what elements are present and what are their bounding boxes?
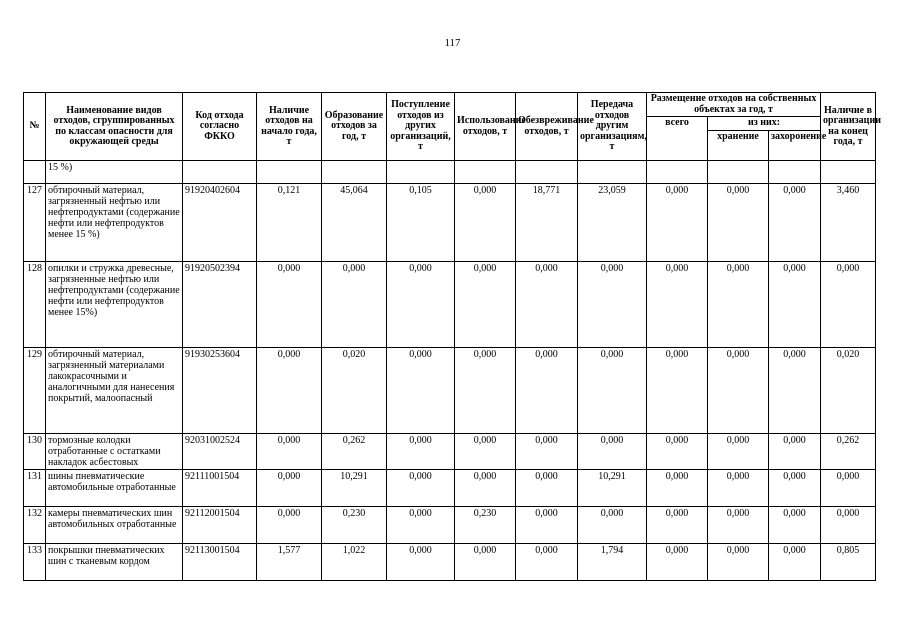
header-placement: Размещение отходов на собственных объектах за год, т <box>647 93 821 117</box>
row-end: 0,000 <box>821 262 876 348</box>
row-transferred: 1,794 <box>578 544 647 581</box>
row-transferred: 0,000 <box>578 434 647 470</box>
row-neutralized: 0,000 <box>516 470 578 507</box>
row-neutralized: 0,000 <box>516 507 578 544</box>
row-burial: 0,000 <box>769 470 821 507</box>
row-code: 91920402604 <box>183 184 257 262</box>
row-end: 0,000 <box>821 507 876 544</box>
row-received: 0,000 <box>387 348 455 434</box>
header-of-them: из них: <box>708 117 821 131</box>
row-start: 0,000 <box>257 434 322 470</box>
row-neutralized: 18,771 <box>516 184 578 262</box>
row-code: 92112001504 <box>183 507 257 544</box>
continuation-row <box>24 161 876 184</box>
row-end: 0,000 <box>821 470 876 507</box>
row-storage: 0,000 <box>708 434 769 470</box>
row-received: 0,000 <box>387 544 455 581</box>
row-start: 0,000 <box>257 348 322 434</box>
row-transferred: 0,000 <box>578 507 647 544</box>
row-total: 0,000 <box>647 434 708 470</box>
row-end: 0,805 <box>821 544 876 581</box>
row-code: 92031002524 <box>183 434 257 470</box>
row-burial: 0,000 <box>769 348 821 434</box>
row-used: 0,000 <box>455 544 516 581</box>
row-storage: 0,000 <box>708 262 769 348</box>
row-name: обтирочный материал, загрязненный материалами лакокрасочными и аналогичными для нанесения покрытий, малоопасный <box>46 348 183 434</box>
row-num: 128 <box>24 262 46 348</box>
header-start: Наличие отходов на начало года, т <box>257 93 322 161</box>
row-neutralized: 0,000 <box>516 262 578 348</box>
header-end: Наличие в организации на конец года, т <box>821 93 876 161</box>
row-received: 0,000 <box>387 262 455 348</box>
row-transferred: 10,291 <box>578 470 647 507</box>
page-number: 117 <box>444 37 461 49</box>
row-neutralized: 0,000 <box>516 348 578 434</box>
row-end: 0,262 <box>821 434 876 470</box>
row-formed: 0,230 <box>322 507 387 544</box>
row-num: 132 <box>24 507 46 544</box>
row-formed: 0,262 <box>322 434 387 470</box>
row-name: покрышки пневматических шин с тканевым кордом <box>46 544 183 581</box>
row-formed: 0,020 <box>322 348 387 434</box>
row-start: 0,000 <box>257 507 322 544</box>
row-storage: 0,000 <box>708 184 769 262</box>
table-row <box>24 470 876 507</box>
row-num: 133 <box>24 544 46 581</box>
row-used: 0,000 <box>455 434 516 470</box>
header-transferred: Передача отходов другим организациям, т <box>578 93 647 161</box>
row-num: 127 <box>24 184 46 262</box>
row-start: 1,577 <box>257 544 322 581</box>
row-total: 0,000 <box>647 470 708 507</box>
row-used: 0,000 <box>455 348 516 434</box>
row-received: 0,105 <box>387 184 455 262</box>
row-name: тормозные колодки отработанные с остатками накладок асбестовых <box>46 434 183 470</box>
table-row <box>24 507 876 544</box>
row-total: 0,000 <box>647 262 708 348</box>
header-neutralized: Обезвреживание отходов, т <box>516 93 578 161</box>
row-num: 130 <box>24 434 46 470</box>
row-total: 0,000 <box>647 544 708 581</box>
header-received: Поступление отходов из других организаций, т <box>387 93 455 161</box>
row-code: 91930253604 <box>183 348 257 434</box>
header-name: Наименование видов отходов, сгруппированных по классам опасности для окружающей среды <box>46 93 183 161</box>
row-name: камеры пневматических шин автомобильных отработанные <box>46 507 183 544</box>
waste-table <box>23 92 881 581</box>
row-name: опилки и стружка древесные, загрязненные нефтью или нефтепродуктами (содержание нефти или нефтепродуктов менее 15%) <box>46 262 183 348</box>
header-burial: захоронение <box>769 131 821 161</box>
row-storage: 0,000 <box>708 544 769 581</box>
row-code: 91920502394 <box>183 262 257 348</box>
continuation-text: 15 %) <box>46 161 183 184</box>
row-name: обтирочный материал, загрязненный нефтью или нефтепродуктами (содержание нефти или нефтепродуктов менее 15 %) <box>46 184 183 262</box>
row-burial: 0,000 <box>769 507 821 544</box>
row-formed: 1,022 <box>322 544 387 581</box>
table-row <box>24 262 876 348</box>
row-neutralized: 0,000 <box>516 544 578 581</box>
row-name: шины пневматические автомобильные отработанные <box>46 470 183 507</box>
row-neutralized: 0,000 <box>516 434 578 470</box>
row-burial: 0,000 <box>769 262 821 348</box>
row-formed: 45,064 <box>322 184 387 262</box>
row-num: 131 <box>24 470 46 507</box>
row-start: 0,000 <box>257 470 322 507</box>
table-row <box>24 348 876 434</box>
header-code: Код отхода согласно ФККО <box>183 93 257 161</box>
header-storage: хранение <box>708 131 769 161</box>
row-received: 0,000 <box>387 434 455 470</box>
row-start: 0,121 <box>257 184 322 262</box>
header-used: Использование отходов, т <box>455 93 516 161</box>
row-transferred: 0,000 <box>578 262 647 348</box>
table-row <box>24 544 876 581</box>
row-storage: 0,000 <box>708 470 769 507</box>
row-received: 0,000 <box>387 507 455 544</box>
row-total: 0,000 <box>647 507 708 544</box>
row-total: 0,000 <box>647 184 708 262</box>
row-storage: 0,000 <box>708 507 769 544</box>
row-used: 0,000 <box>455 262 516 348</box>
table-row <box>24 434 876 470</box>
row-burial: 0,000 <box>769 434 821 470</box>
header-formed: Образование отходов за год, т <box>322 93 387 161</box>
row-received: 0,000 <box>387 470 455 507</box>
row-transferred: 0,000 <box>578 348 647 434</box>
row-total: 0,000 <box>647 348 708 434</box>
row-used: 0,230 <box>455 507 516 544</box>
header-total: всего <box>647 117 708 161</box>
table-row <box>24 184 876 262</box>
row-transferred: 23,059 <box>578 184 647 262</box>
row-code: 92111001504 <box>183 470 257 507</box>
row-num: 129 <box>24 348 46 434</box>
row-formed: 0,000 <box>322 262 387 348</box>
row-burial: 0,000 <box>769 184 821 262</box>
row-formed: 10,291 <box>322 470 387 507</box>
row-used: 0,000 <box>455 184 516 262</box>
row-used: 0,000 <box>455 470 516 507</box>
row-storage: 0,000 <box>708 348 769 434</box>
row-start: 0,000 <box>257 262 322 348</box>
header-num: № <box>24 93 46 161</box>
row-burial: 0,000 <box>769 544 821 581</box>
row-end: 3,460 <box>821 184 876 262</box>
row-code: 92113001504 <box>183 544 257 581</box>
row-end: 0,020 <box>821 348 876 434</box>
